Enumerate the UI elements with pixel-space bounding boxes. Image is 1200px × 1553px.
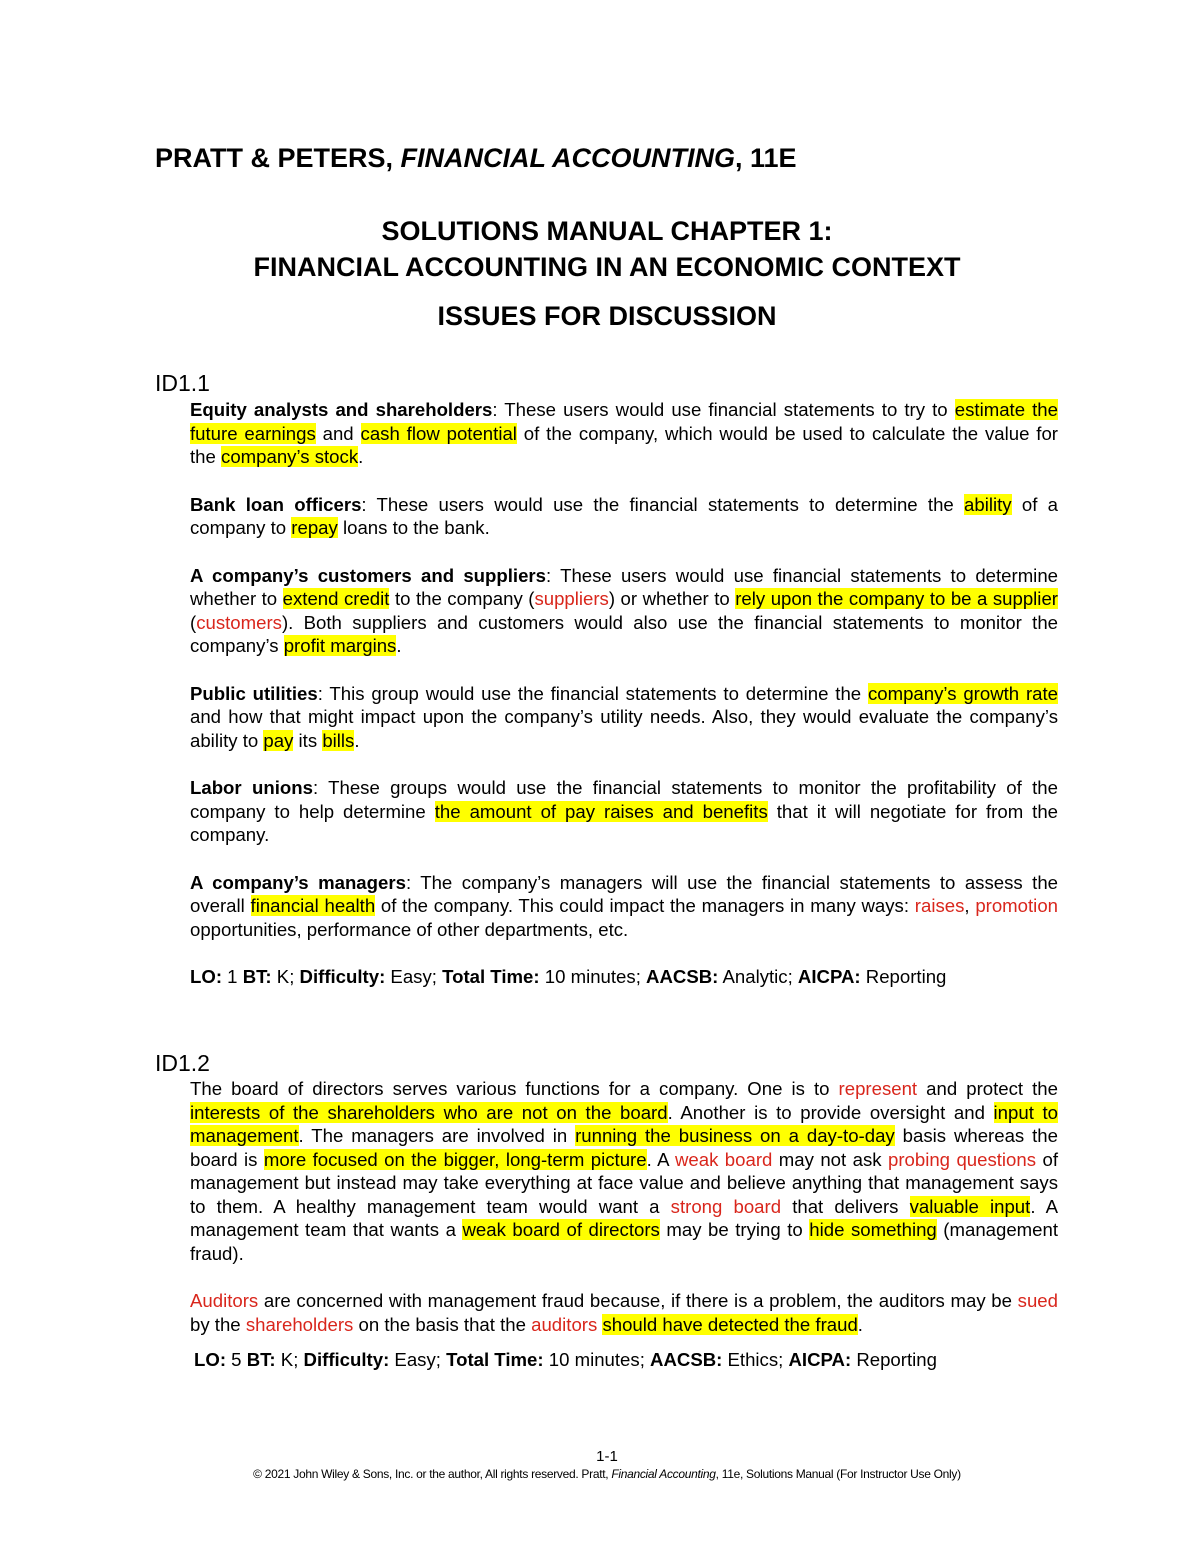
paragraph-public-utilities: Public utilities: This group would use the financial statements to determine the company’s growth rate and how that might impact upon the company’s utility needs. Also, they would evaluate the company’s ability to pay its bills. (190, 682, 1059, 751)
question-body-id11 (190, 398, 1058, 989)
chapter-title: FINANCIAL ACCOUNTING IN AN ECONOMIC CONTEXT (253, 252, 961, 282)
page-number: 1-1 (596, 1448, 618, 1465)
learning-objective-line-id12: LO: 5 BT: K; Difficulty: Easy; Total Time: 10 minutes; AACSB: Ethics; AICPA: Reporting (194, 1349, 937, 1370)
paragraph-labor-unions: Labor unions: These groups would use the financial statements to monitor the profitability of the company to help determine the amount of pay raises and benefits that it will negotiate for from the company. (190, 777, 1059, 845)
paragraph-auditors: Auditors are concerned with management fraud because, if there is a problem, the auditors may be sued by the shareholders on the basis that the auditors should have detected the fraud. (190, 1290, 1058, 1335)
section-heading: ISSUES FOR DISCUSSION (437, 301, 777, 331)
learning-objective-line-id11: LO: 1 BT: K; Difficulty: Easy; Total Time: 10 minutes; AACSB: Analytic; AICPA: Reporting (190, 966, 947, 987)
paragraph-board-of-directors: The board of directors serves various functions for a company. One is to represent and protect the interests of the shareholders who are not on the board. Another is to provide oversight and input to management. The managers are involved in running the business on a day-to-day basis whereas the board is more focused on the bigger, long-term picture. A weak board may not ask probing questions of management but instead may take everything at face value and believe anything that management says to them. A healthy management team would want a strong board that delivers valuable input. A management team that wants a weak board of directors may be trying to hide something (management fraud). (190, 1078, 1059, 1264)
paragraph-equity-analysts: Equity analysts and shareholders: These users would use financial statements to try to estimate the future earnings and cash flow potential of the company, which would be used to calculate the value for the company’s stock. (190, 399, 1058, 467)
question-label-id11: ID1.1 (155, 370, 210, 396)
question-label-id12: ID1.2 (155, 1050, 210, 1076)
copyright-footer: © 2021 John Wiley & Sons, Inc. or the author, All rights reserved. Pratt, Financial Accounting, 11e, Solutions Manual (For Instructor Use Only) (253, 1467, 961, 1481)
paragraph-managers: A company’s managers: The company’s managers will use the financial statements to assess the overall financial health of the company. This could impact the managers in many ways: raises, promotion opportunities, performance of other departments, etc. (190, 871, 1058, 940)
question-body-id12 (190, 1077, 1058, 1372)
chapter-heading: SOLUTIONS MANUAL CHAPTER 1: (381, 216, 833, 246)
book-title: PRATT & PETERS, FINANCIAL ACCOUNTING, 11E (155, 143, 797, 173)
paragraph-bank-loan-officers: Bank loan officers: These users would use the financial statements to determine the ability of a company to repay loans to the bank. (190, 493, 1058, 538)
paragraph-customers-suppliers: A company’s customers and suppliers: These users would use financial statements to determine whether to extend credit to the company (suppliers) or whether to rely upon the company to be a supplier (customers). Both suppliers and customers would also use the financial statements to monitor the company’s profit margins. (190, 564, 1058, 656)
